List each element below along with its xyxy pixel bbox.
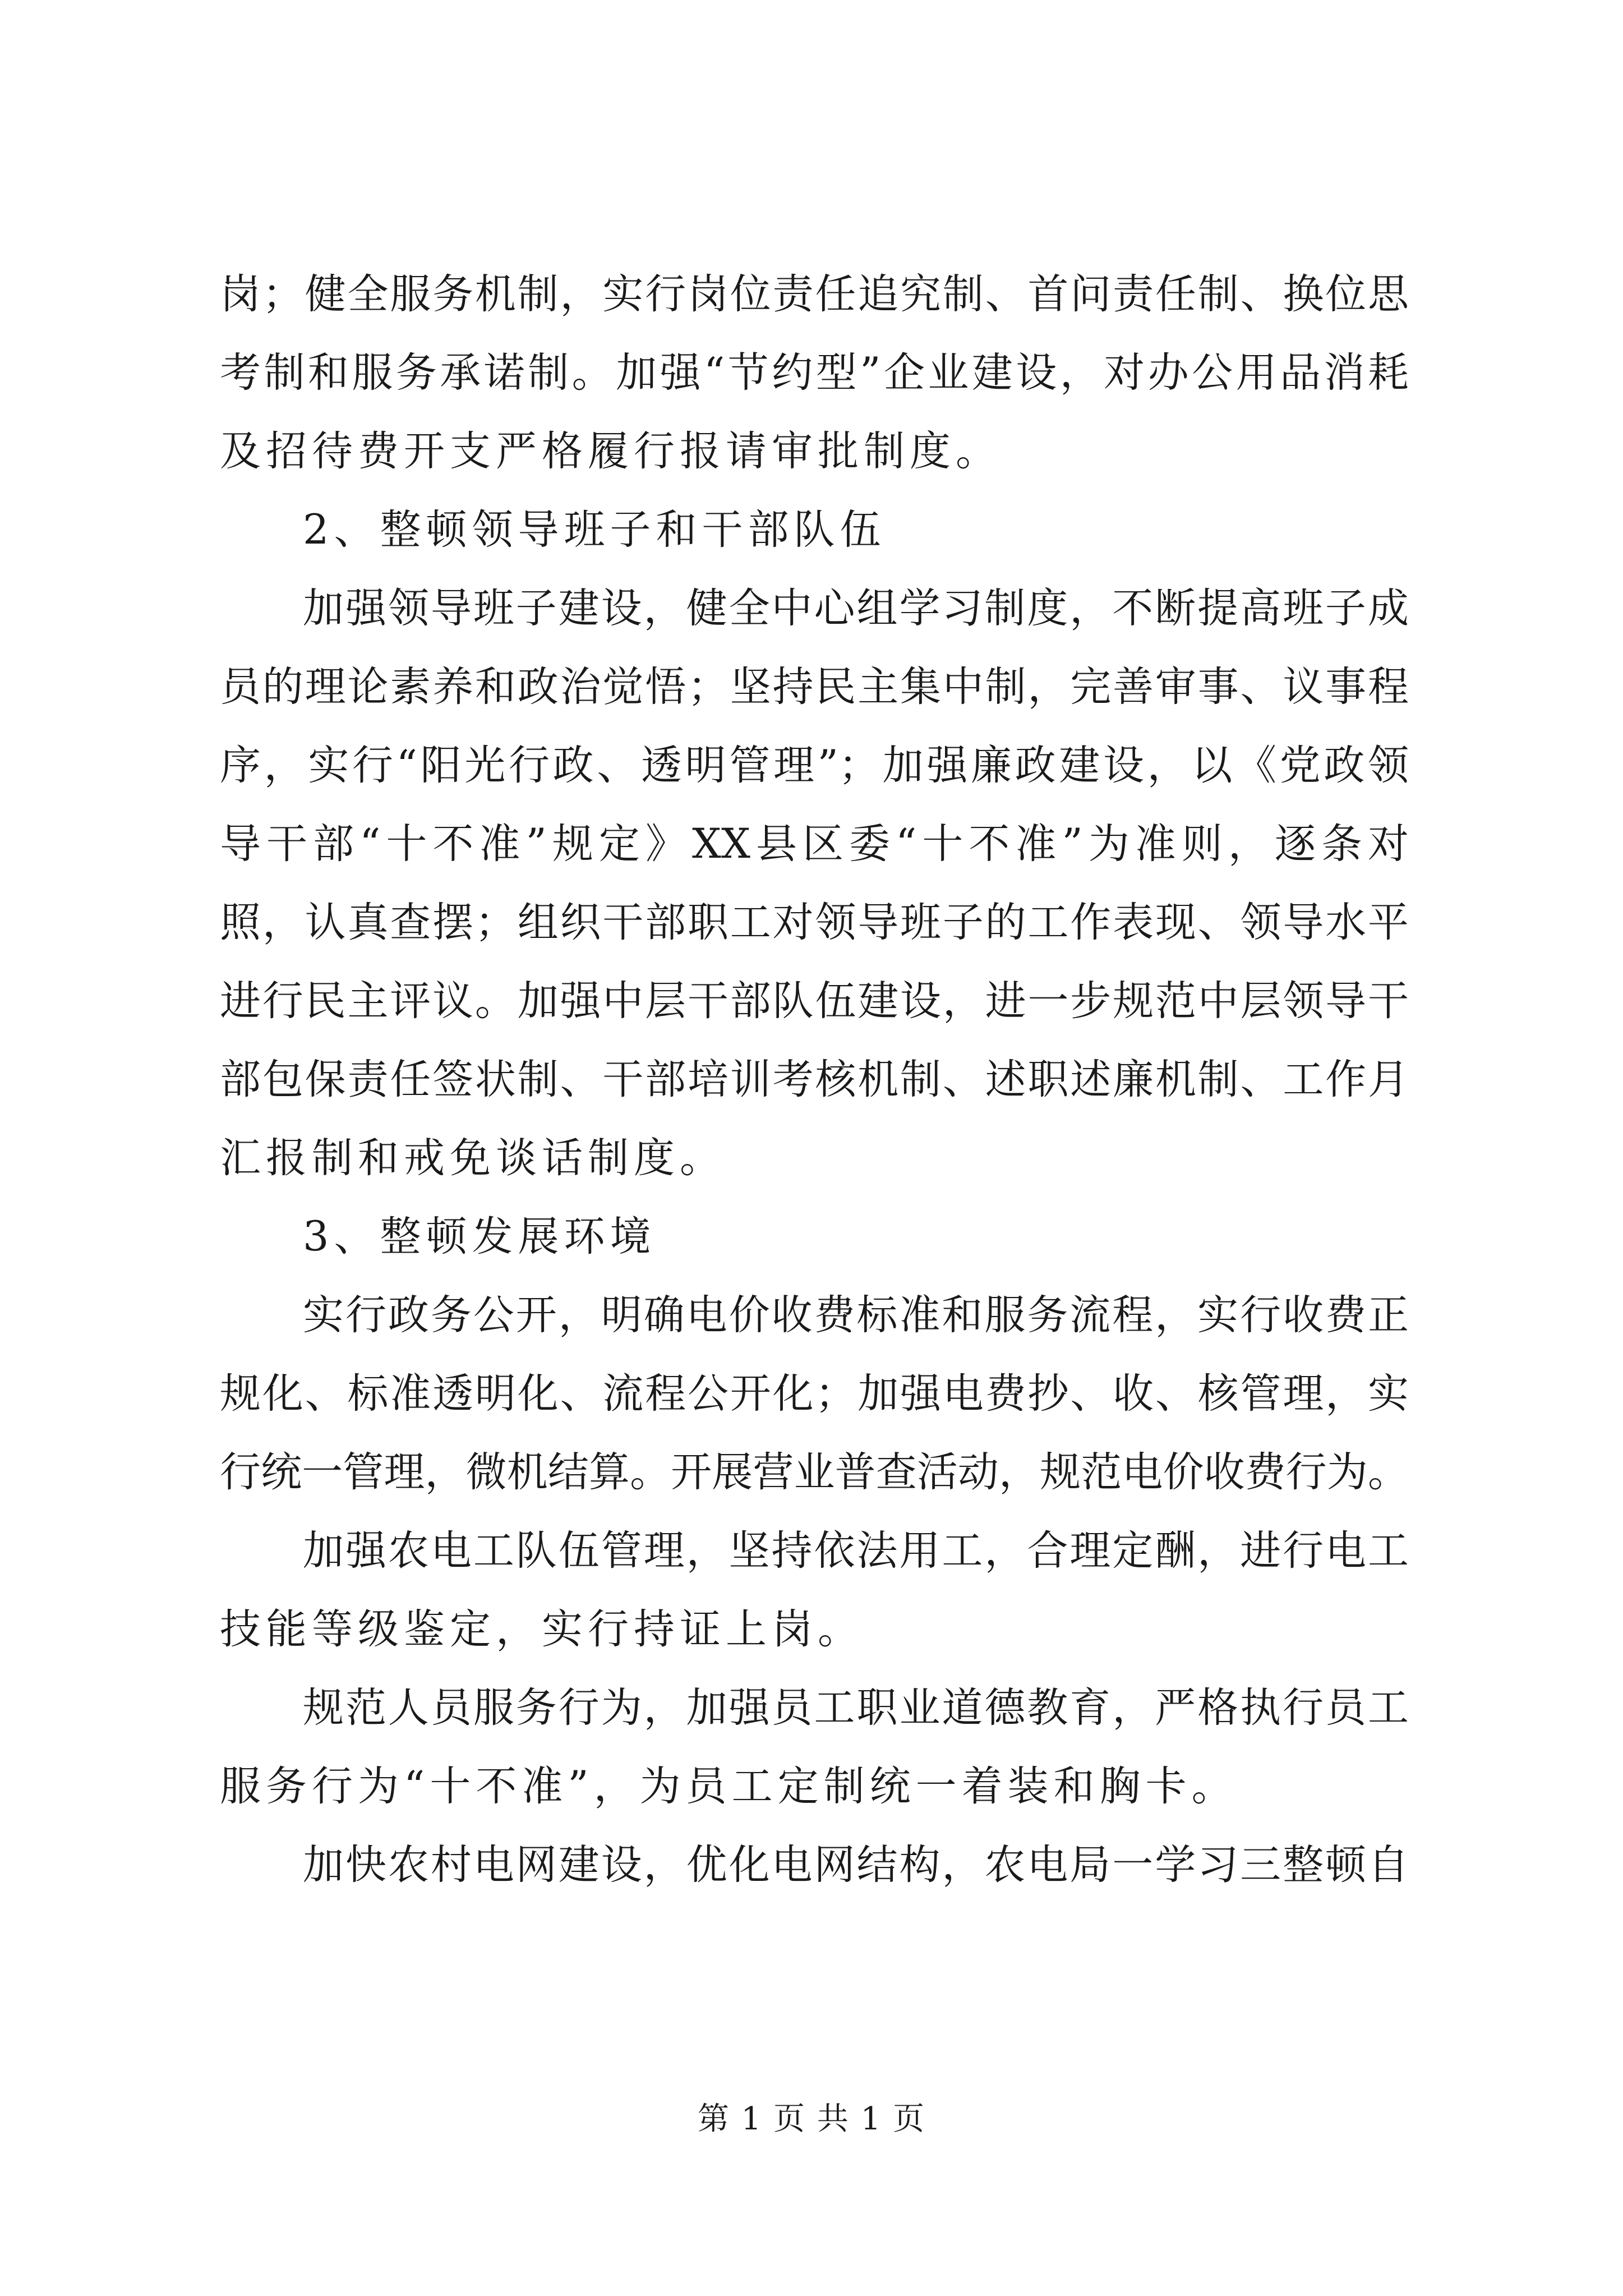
text-line: 岗；健全服务机制，实行岗位责任追究制、首问责任制、换位思 [220,270,1409,318]
text-line: 规范人员服务行为，加强员工职业道德教育，严格执行员工 [303,1684,1409,1732]
text-line: 员的理论素养和政治觉悟；坚持民主集中制，完善审事、议事程 [220,663,1409,711]
text-line: 导干部“十不准”规定》XX县区委“十不准”为准则，逐条对 [220,820,1409,868]
text-line: 及招待费开支严格履行报请审批制度。 [220,427,1002,475]
text-line: 3、整顿发展环境 [303,1213,656,1260]
text-line: 2、整顿领导班子和干部队伍 [303,506,886,554]
text-line: 汇报制和戒免谈话制度。 [220,1134,726,1182]
text-line: 规化、标准透明化、流程公开化；加强电费抄、收、核管理，实 [220,1370,1409,1418]
text-line: 考制和服务承诺制。加强“节约型”企业建设，对办公用品消耗 [220,349,1409,397]
text-line: 加强领导班子建设，健全中心组学习制度，不断提高班子成 [303,585,1409,632]
text-line: 行统一管理，微机结算。开展营业普查活动，规范电价收费行为。 [220,1448,1409,1496]
text-line: 加强农电工队伍管理，坚持依法用工，合理定酬，进行电工 [303,1527,1409,1575]
text-line: 照，认真查摆；组织干部职工对领导班子的工作表现、领导水平 [220,899,1409,946]
text-line: 序，实行“阳光行政、透明管理”；加强廉政建设，以《党政领 [220,742,1409,789]
text-line: 实行政务公开，明确电价收费标准和服务流程，实行收费正 [303,1291,1409,1339]
document-body [220,255,1409,1904]
text-line: 加快农村电网建设，优化电网结构，农电局一学习三整顿自 [303,1841,1409,1889]
text-line: 服务行为“十不准”，为员工定制统一着装和胸卡。 [220,1763,1238,1810]
text-line: 进行民主评议。加强中层干部队伍建设，进一步规范中层领导干 [220,977,1409,1025]
text-line: 部包保责任签状制、干部培训考核机制、述职述廉机制、工作月 [220,1056,1409,1103]
page-footer: 第 1 页 共 1 页 [697,2101,926,2137]
text-line: 技能等级鉴定，实行持证上岗。 [220,1605,864,1653]
